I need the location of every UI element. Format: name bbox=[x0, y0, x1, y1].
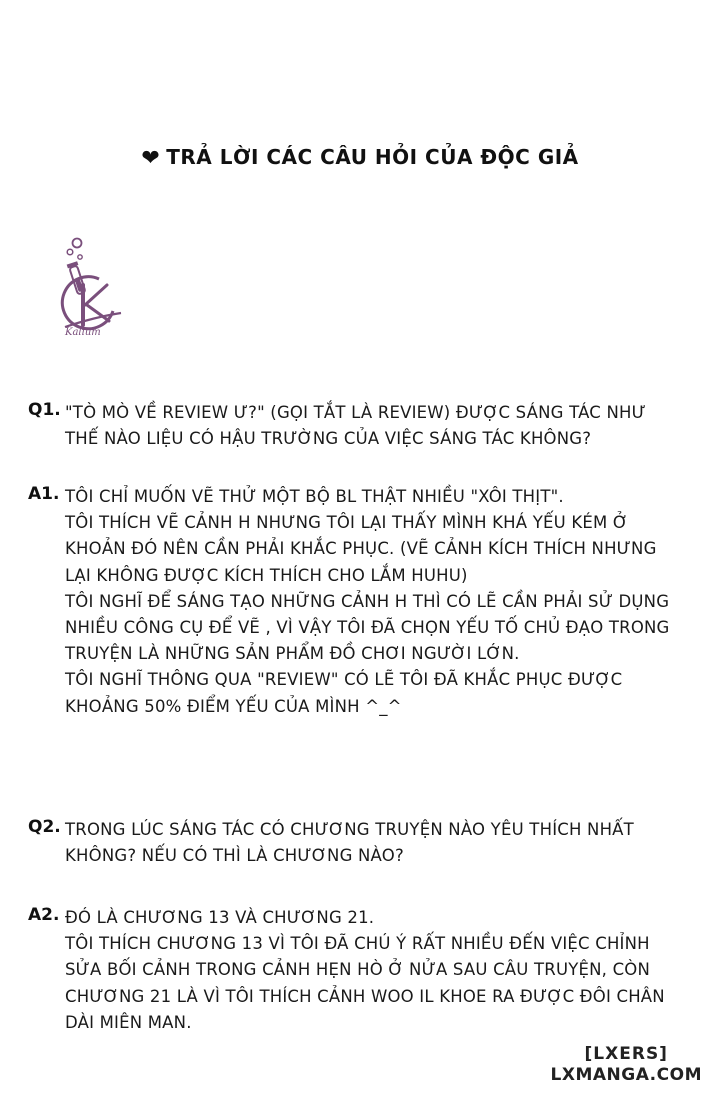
answer-2-text bbox=[65, 905, 708, 1036]
text-line: THẾ NÀO LIỆU CÓ HẬU TRƯỜNG CỦA VIỆC SÁNG TÁC KHÔNG? bbox=[65, 429, 592, 449]
question-1-text bbox=[65, 400, 708, 452]
text-line: TRONG LÚC SÁNG TÁC CÓ CHƯƠNG TRUYỆN NÀO YÊU THÍCH NHẤT bbox=[65, 820, 634, 839]
text-line: KHOẢNG 50% ĐIỂM YẾU CỦA MÌNH ^_^ bbox=[65, 696, 402, 716]
text-line: "TÒ MÒ VỀ REVIEW Ư?" (GỌI TẮT LÀ REVIEW) ĐƯỢC SÁNG TÁC NHƯ bbox=[65, 403, 646, 422]
kalium-logo bbox=[55, 235, 125, 345]
text-line: CHƯƠNG 21 LÀ VÌ TÔI THÍCH CẢNH WOO IL KHOE RA ĐƯỢC ĐÔI CHÂN bbox=[65, 986, 665, 1006]
text-line: KHOẢN ĐÓ NÊN CẦN PHẢI KHẮC PHỤC. (VẼ CẢNH KÍCH THÍCH NHƯNG bbox=[65, 539, 657, 559]
question-1 bbox=[28, 400, 708, 452]
watermark-top: [LXERS] bbox=[584, 1044, 668, 1064]
text-line: DÀI MIÊN MAN. bbox=[65, 1012, 192, 1032]
text-line: TÔI NGHĨ THÔNG QUA "REVIEW" CÓ LẼ TÔI ĐÃ KHẮC PHỤC ĐƯỢC bbox=[65, 670, 623, 690]
answer-1 bbox=[28, 484, 708, 720]
text-line: TÔI THÍCH CHƯƠNG 13 VÌ TÔI ĐÃ CHÚ Ý RẤT NHIỀU ĐẾN VIỆC CHỈNH bbox=[65, 934, 650, 954]
watermark bbox=[551, 1044, 702, 1086]
watermark-bottom: LXMANGA.COM bbox=[550, 1065, 702, 1085]
heart-icon: ❤ bbox=[141, 146, 161, 171]
question-2 bbox=[28, 817, 708, 869]
text-line: ĐÓ LÀ CHƯƠNG 13 VÀ CHƯƠNG 21. bbox=[65, 908, 375, 927]
text-line: TÔI CHỈ MUỐN VẼ THỬ MỘT BỘ BL THẬT NHIỀU "XÔI THỊT". bbox=[65, 487, 564, 506]
text-line: TÔI THÍCH VẼ CẢNH H NHƯNG TÔI LẠI THẤY MÌNH KHÁ YẾU KÉM Ở bbox=[65, 513, 629, 533]
text-line: TÔI NGHĨ ĐỂ SÁNG TẠO NHỮNG CẢNH H THÌ CÓ LẼ CẦN PHẢI SỬ DỤNG bbox=[65, 591, 670, 611]
answer-1-label: A1. bbox=[28, 484, 60, 504]
page-title-text: TRẢ LỜI CÁC CÂU HỎI CỦA ĐỘC GIẢ bbox=[166, 145, 579, 169]
text-line: SỬA BỐI CẢNH TRONG CẢNH HẸN HÒ Ở NỬA SAU CÂU TRUYỆN, CÒN bbox=[65, 960, 651, 980]
question-2-text bbox=[65, 817, 708, 869]
answer-2 bbox=[28, 905, 708, 1036]
answer-2-label: A2. bbox=[28, 905, 60, 925]
question-2-label: Q2. bbox=[28, 817, 61, 837]
text-line: LẠI KHÔNG ĐƯỢC KÍCH THÍCH CHO LẮM HUHU) bbox=[65, 565, 468, 585]
question-1-label: Q1. bbox=[28, 400, 61, 420]
page-title bbox=[0, 145, 720, 171]
kalium-logo-text: Kalium bbox=[65, 327, 101, 338]
answer-1-text bbox=[65, 484, 708, 720]
text-line: NHIỀU CÔNG CỤ ĐỂ VẼ , VÌ VẬY TÔI ĐÃ CHỌN YẾU TỐ CHỦ ĐẠO TRONG bbox=[65, 618, 670, 638]
text-line: TRUYỆN LÀ NHỮNG SẢN PHẨM ĐỒ CHƠI NGƯỜI LỚN. bbox=[65, 644, 520, 664]
text-line: KHÔNG? NẾU CÓ THÌ LÀ CHƯƠNG NÀO? bbox=[65, 846, 404, 866]
